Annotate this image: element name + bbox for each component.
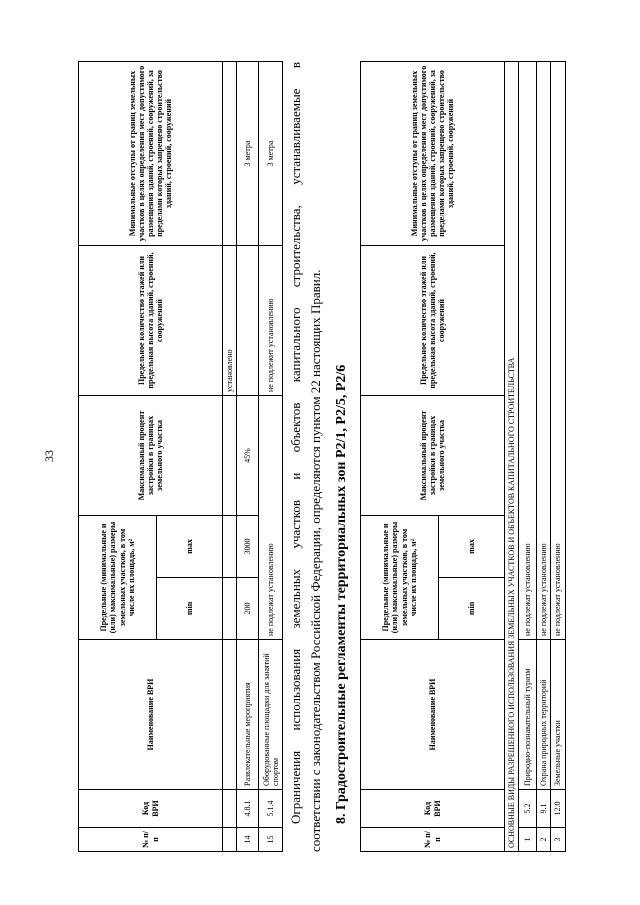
cell-name: Охрана природных территорий — [537, 640, 551, 790]
cell-num: 15 — [259, 828, 283, 852]
cell-min: 200 — [237, 578, 259, 640]
cell-code: 5.2 — [519, 790, 537, 828]
cell-num: 14 — [237, 828, 259, 852]
header-name: Наименование ВРИ — [79, 640, 223, 790]
header-name: Наименование ВРИ — [361, 640, 505, 790]
cell-name: Земельные участки — [551, 640, 565, 790]
cell-name: Оборудованные площадки для занятий спортом — [259, 640, 283, 790]
restrictions-paragraph — [286, 62, 326, 852]
rotated-page — [72, 50, 620, 860]
table-row — [519, 62, 537, 852]
regulations-table-continued — [78, 61, 283, 852]
regulations-table-p2 — [360, 61, 566, 852]
paragraph-line-1: Ограничения использования земельных участков и объектов капитального строительства, устанавливаемые в — [288, 62, 303, 824]
header-setback: Минимальные отступы от границ земельных участков в целях определения мест допустимого размещения зданий, строений, сооружений, за пределами которых запрещено строительство зданий, строений, сооружений — [361, 62, 505, 246]
header-coverage: Максимальный процент застройки в границах земельного участка — [361, 396, 505, 516]
table-row — [237, 62, 259, 852]
cell-code: 12.0 — [551, 790, 565, 828]
header-min: min — [439, 578, 505, 640]
cell-not-set: не подлежат установлению — [537, 62, 551, 640]
cell-code: 5.1.4 — [259, 790, 283, 828]
cell-name: Природно-познавательный туризм — [519, 640, 537, 790]
header-floors: Предельное количество этажей или предельная высота зданий, строений, сооружений — [361, 246, 505, 396]
header-floors: Предельное количество этажей или предельная высота зданий, строений, сооружений — [79, 246, 223, 396]
cell-num: 3 — [551, 828, 565, 852]
header-coverage: Максимальный процент застройки в границах земельного участка — [79, 396, 223, 516]
cell-setback: 3 метра — [259, 62, 283, 246]
header-min: min — [157, 578, 223, 640]
header-size-group: Предельные (минимальные и (или) максимальные) размеры земельных участков, в том числе их площадь, м² — [361, 516, 439, 640]
header-max: max — [157, 516, 223, 578]
cell-floors-cont: установлено — [223, 246, 237, 396]
paragraph-line-2: соответствии с законодательством Российской Федерации, определяются пунктом 22 настоящих Правил. — [308, 269, 323, 852]
header-size-group: Предельные (минимальные и (или) максимальные) размеры земельных участков, в том числе их площадь, м² — [79, 516, 157, 640]
header-code: Код ВРИ — [361, 790, 505, 828]
header-num: № п/п — [79, 828, 223, 852]
header-code: Код ВРИ — [79, 790, 223, 828]
section-heading: 8. Градостроительные регламенты территориальных зон Р2/1, Р2/5, Р2/6 — [334, 364, 349, 824]
page-number: 33 — [42, 450, 56, 462]
cell-coverage: 45% — [237, 396, 259, 516]
cell-not-set: не подлежат установлению — [551, 62, 565, 640]
table-row — [551, 62, 565, 852]
header-setback: Минимальные отступы от границ земельных участков в целях определения мест допустимого размещения зданий, строений, сооружений, за пределами которых запрещено строительство зданий, строений, сооружений — [79, 62, 223, 246]
cell-not-set: не подлежат установлению — [519, 62, 537, 640]
cell-floors: не подлежит установлению — [259, 246, 283, 396]
cell-code: 9.1 — [537, 790, 551, 828]
header-num: № п/п — [361, 828, 505, 852]
section-title: ОСНОВНЫЕ ВИДЫ РАЗРЕШЕННОГО ИСПОЛЬЗОВАНИЯ ЗЕМЕЛЬНЫХ УЧАСТКОВ И ОБЪЕКТОВ КАПИТАЛЬНОГО СТРОИТЕЛЬСТВА — [505, 62, 519, 852]
cell-not-set: не подлежат установлению — [259, 396, 283, 640]
cell-num: 2 — [537, 828, 551, 852]
cell-code: 4.8.1 — [237, 790, 259, 828]
cell-max: 3000 — [237, 516, 259, 578]
table-row — [259, 62, 283, 852]
cell-num: 1 — [519, 828, 537, 852]
header-max: max — [439, 516, 505, 578]
cell-name: Развлекательные мероприятия — [237, 640, 259, 790]
table-row — [537, 62, 551, 852]
cell-setback: 3 метра — [237, 62, 259, 246]
